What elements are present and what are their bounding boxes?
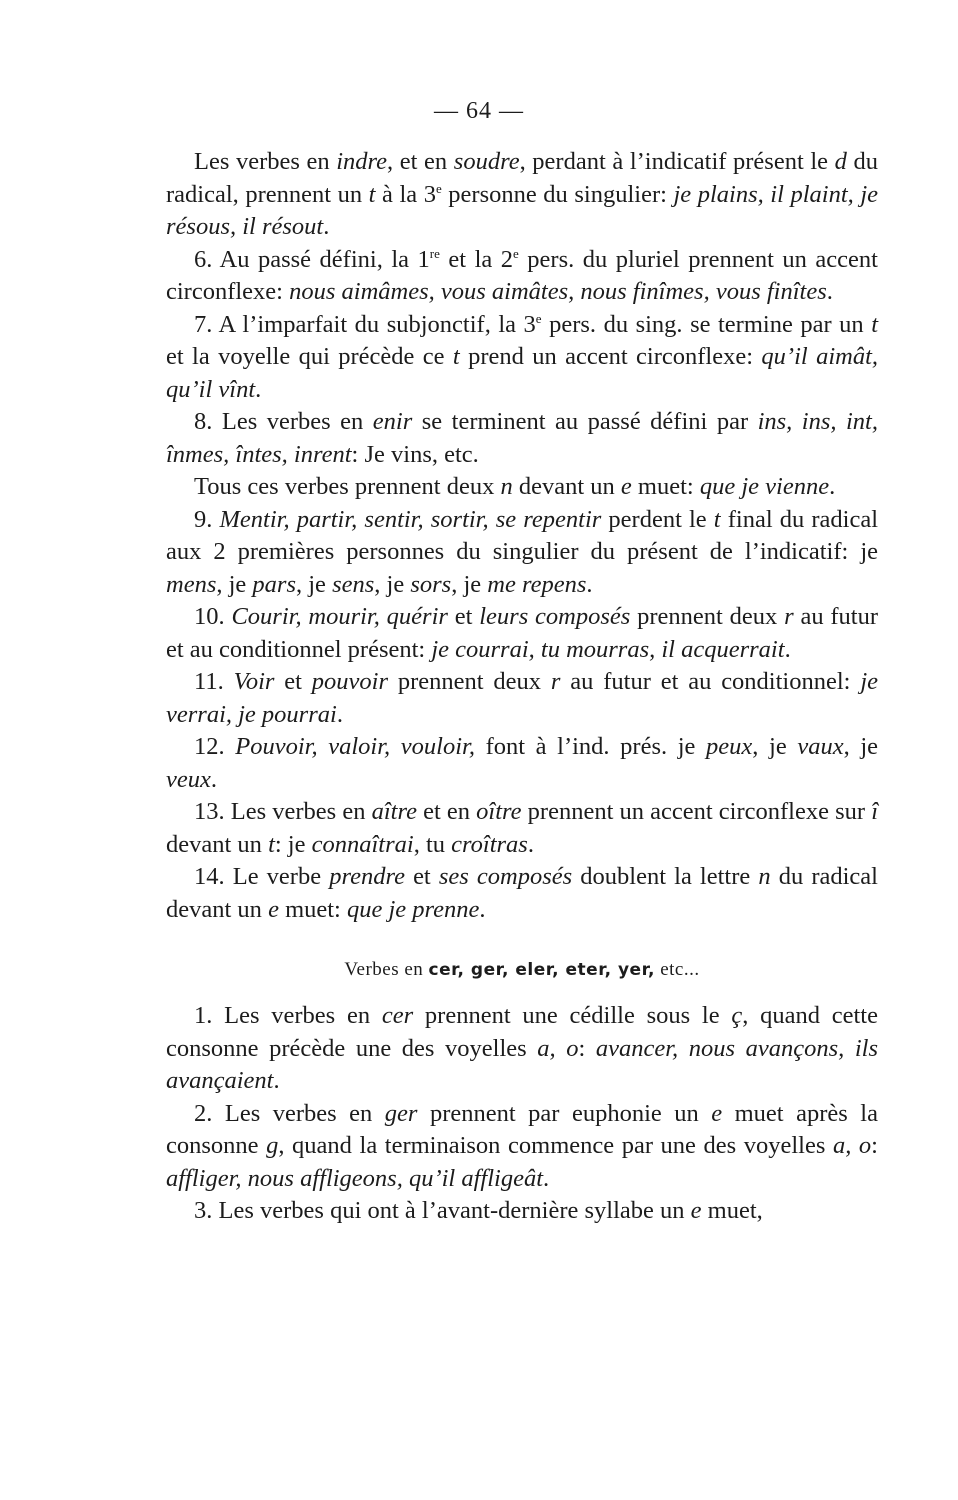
page-number: — 64 — — [434, 98, 524, 124]
rule-10: 10. Courir, mourir, quérir et leurs composés prennent deux r au futur et au conditionnel présent: je courrai, tu mourras, il acquerrait. — [166, 603, 879, 663]
section-rule-2: 2. Les verbes en ger prennent par euphonie un e muet après la consonne g, quand la terminaison commence par une des voyelles a, o: affliger, nous affligeons, qu’il affligeât. — [166, 1099, 878, 1192]
section-spacer-2 — [166, 986, 878, 1000]
page-body — [166, 146, 878, 1228]
rule-7: 7. A l’imparfait du subjonctif, la 3e pers. du sing. se termine par un t et la voyelle qui précède ce t prend un accent circonflexe: qu’il aimât, qu’il vînt. — [166, 310, 878, 403]
section-rule-1: 1. Les verbes en cer prennent une cédille sous le ç, quand cette consonne précède une des voyelles a, o: avancer, nous avançons, ils avançaient. — [166, 1002, 878, 1094]
section-heading: Verbes en cer, ger, eler, eter, yer, etc... — [344, 959, 700, 980]
rule-8-continued: Tous ces verbes prennent deux n devant un e muet: que je vienne. — [194, 473, 836, 500]
rule-9: 9. Mentir, partir, sentir, sortir, se repentir perdent le t final du radical aux 2 premières personnes du singulier du présent de l’indicatif: je mens, je pars, je sens, je sors, je me repens. — [166, 505, 878, 598]
section-rule-3: 3. Les verbes qui ont à l’avant-dernière syllabe un e muet, — [194, 1197, 763, 1224]
rule-13: 13. Les verbes en aître et en oître prennent un accent circonflexe sur î devant un t: je connaîtrai, tu croîtras. — [166, 798, 878, 858]
rule-6: 6. Au passé défini, la 1re et la 2e pers. du pluriel prennent un accent circonflexe: nous aimâmes, vous aimâtes, nous finîmes, vous finîtes. — [166, 245, 878, 305]
section-spacer — [166, 926, 878, 954]
rule-11: 11. Voir et pouvoir prennent deux r au futur et au conditionnel: je verrai, je pourrai. — [166, 668, 879, 728]
paragraph-indre-soudre: Les verbes en indre, et en soudre, perdant à l’indicatif présent le d du radical, prennent un t à la 3e personne du singulier: je plains, il plaint, je résous, il résout. — [166, 148, 879, 240]
rule-8: 8. Les verbes en enir se terminent au passé défini par ins, ins, int, înmes, întes, inrent: Je vins, etc. — [166, 408, 878, 468]
rule-12: 12. Pouvoir, valoir, vouloir, font à l’ind. prés. je peux, je vaux, je veux. — [166, 733, 879, 793]
rule-14: 14. Le verbe prendre et ses composés doublent la lettre n du radical devant un e muet: que je prenne. — [166, 863, 878, 923]
